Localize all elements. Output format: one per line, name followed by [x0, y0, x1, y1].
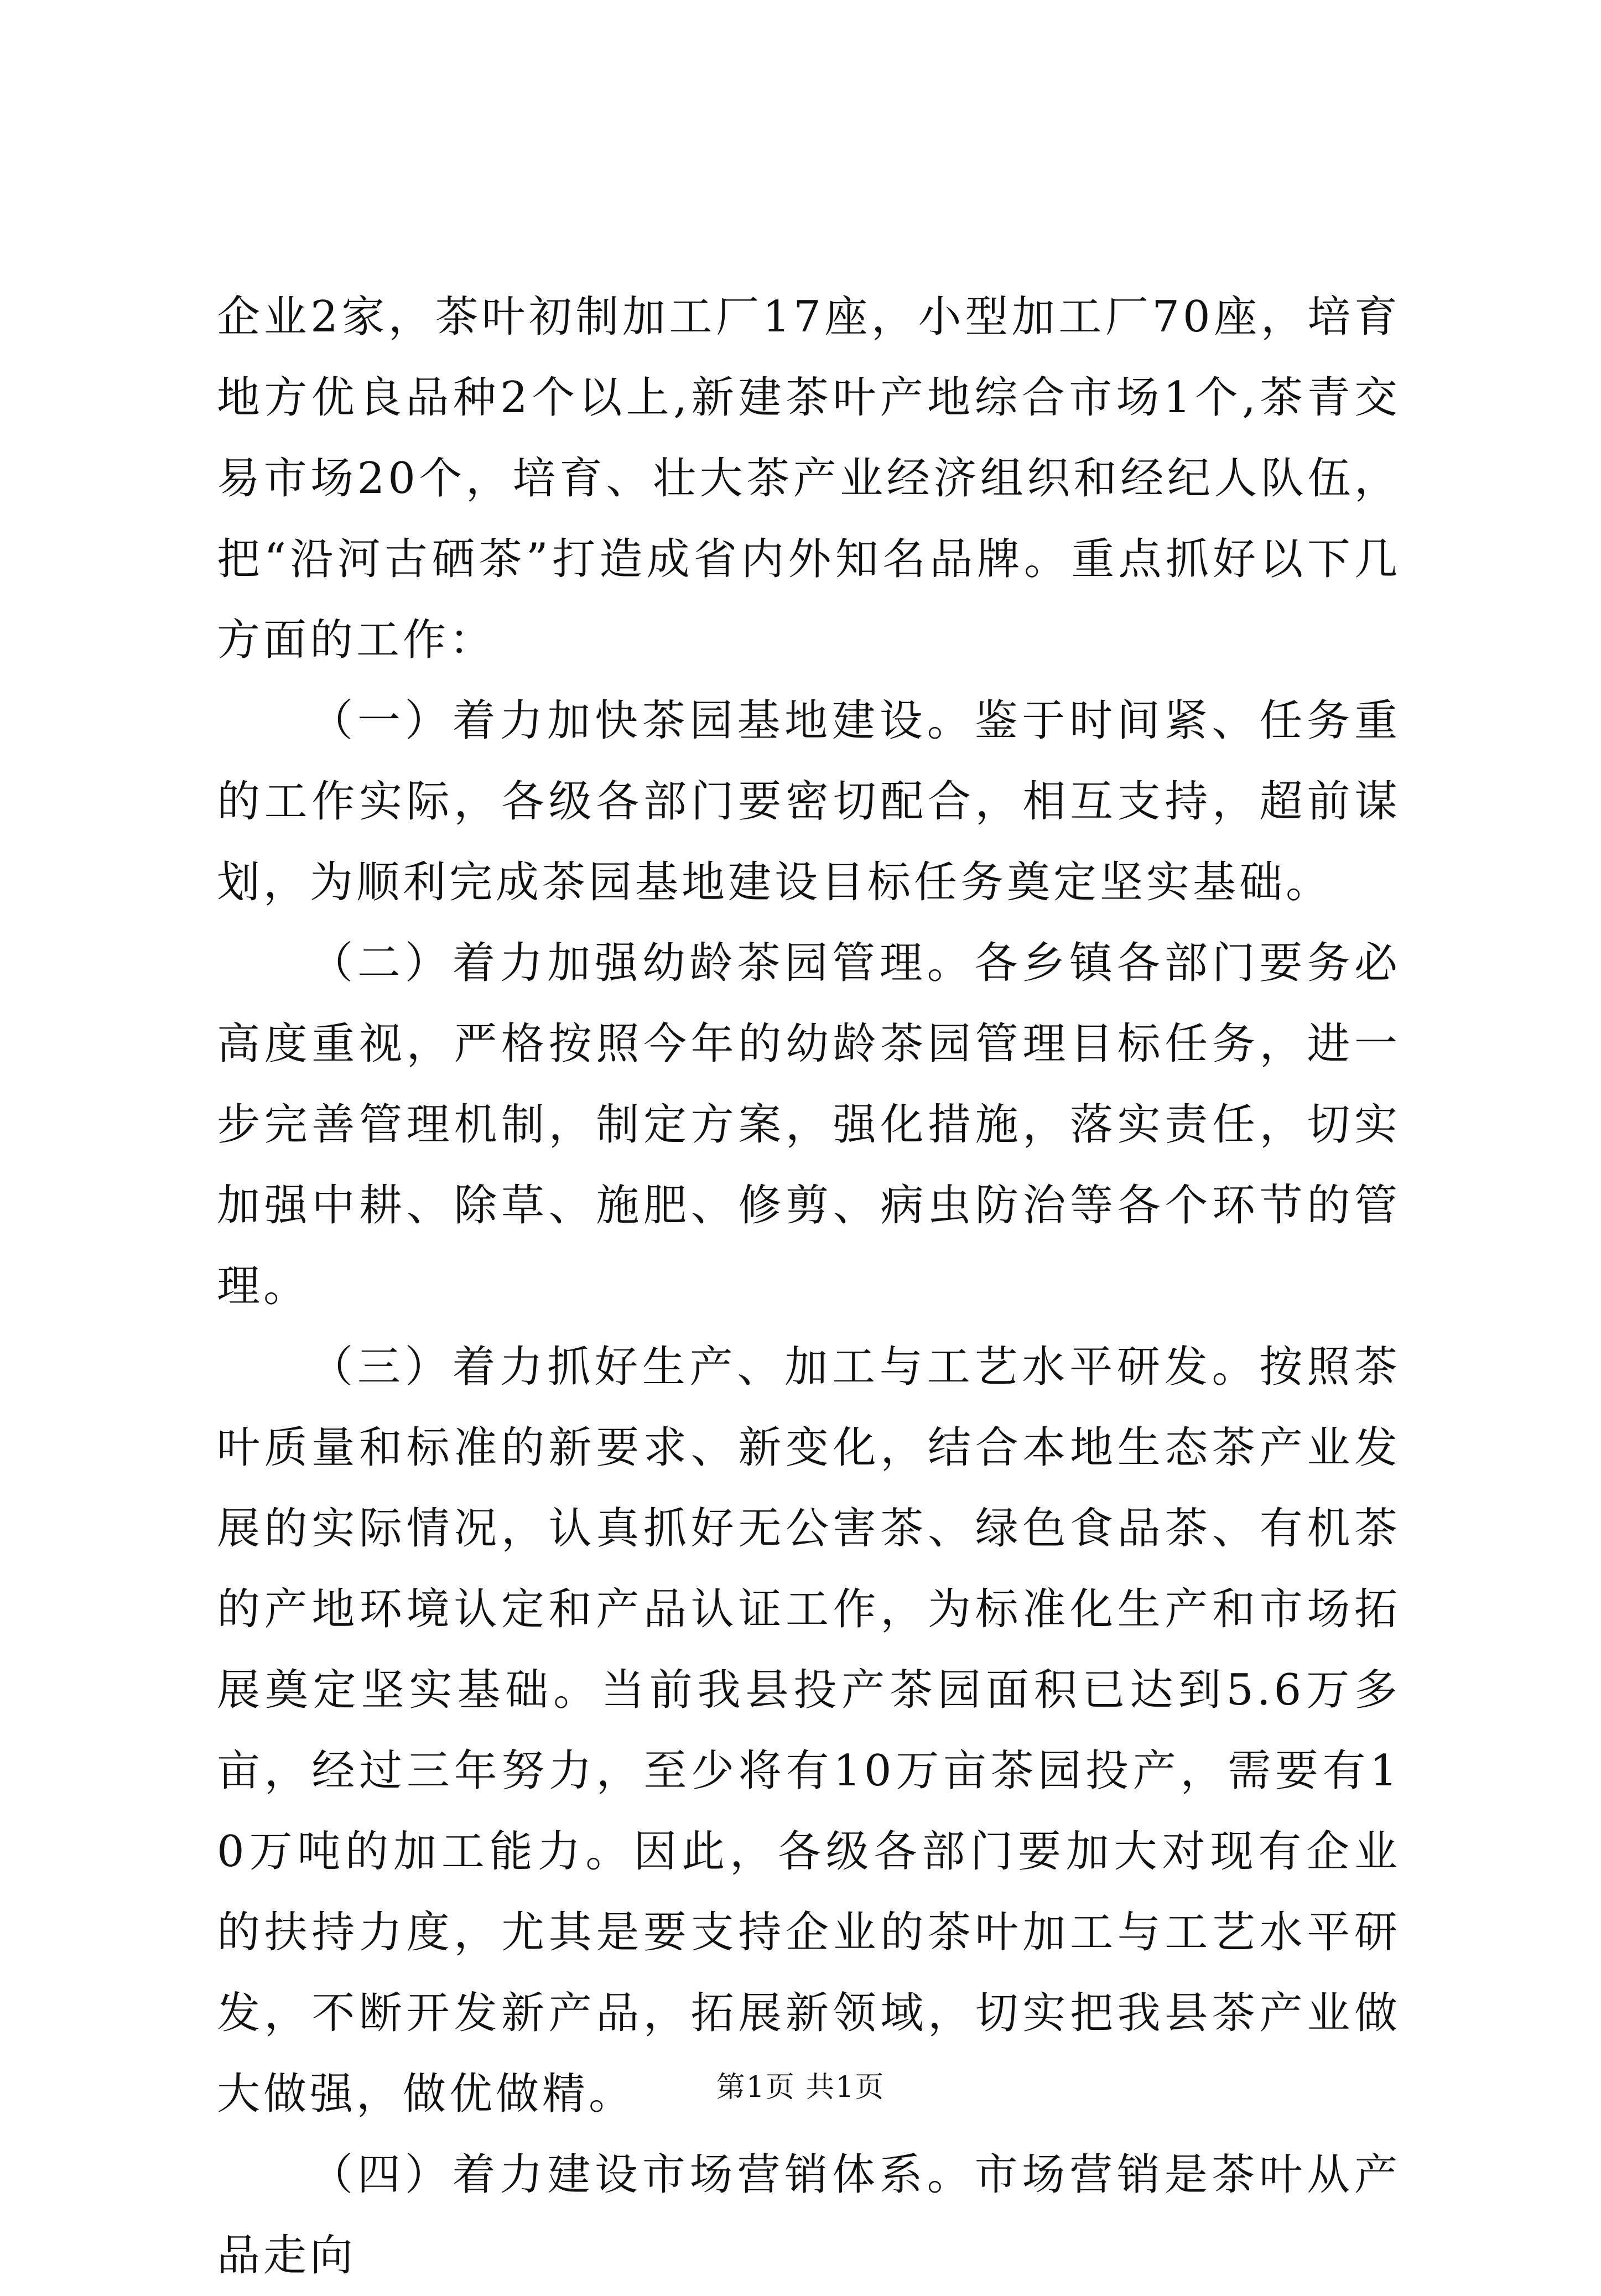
paragraph-section-4: （四）着力建设市场营销体系。市场营销是茶叶从产品走向 [217, 2150, 1401, 2281]
paragraph-continuation: 企业2家，茶叶初制加工厂17座，小型加工厂70座，培育地方优良品种2个以上,新建茶叶产地综合市场1个,茶青交易市场20个，培育、壮大茶产业经济组织和经纪人队伍，把“沿河古硒茶”打造成省内外知名品牌。重点抓好以下几方面的工作： [217, 292, 1401, 665]
paragraph-section-3: （三）着力抓好生产、加工与工艺水平研发。按照茶叶质量和标准的新要求、新变化，结合本地生态茶产业发展的实际情况，认真抓好无公害茶、绿色食品茶、有机茶的产地环境认定和产品认证工作，为标准化生产和市场拓展奠定坚实基础。当前我县投产茶园面积已达到5.6万多亩，经过三年努力，至少将有10万亩茶园投产，需要有10万吨的加工能力。因此，各级各部门要加大对现有企业的扶持力度，尤其是要支持企业的茶叶加工与工艺水平研发，不断开发新产品，拓展新领域，切实把我县茶产业做大做强，做优做精。 [217, 1342, 1401, 2119]
document-body [217, 277, 1401, 2296]
paragraph-section-1: （一）着力加快茶园基地建设。鉴于时间紧、任务重的工作实际，各级各部门要密切配合，相互支持，超前谋划，为顺利完成茶园基地建设目标任务奠定坚实基础。 [217, 696, 1401, 907]
page-footer: 第1页 共1页 [716, 2071, 885, 2104]
paragraph-section-2: （二）着力加强幼龄茶园管理。各乡镇各部门要务必高度重视，严格按照今年的幼龄茶园管理目标任务，进一步完善管理机制，制定方案，强化措施，落实责任，切实加强中耕、除草、施肥、修剪、病虫防治等各个环节的管理。 [217, 938, 1401, 1311]
